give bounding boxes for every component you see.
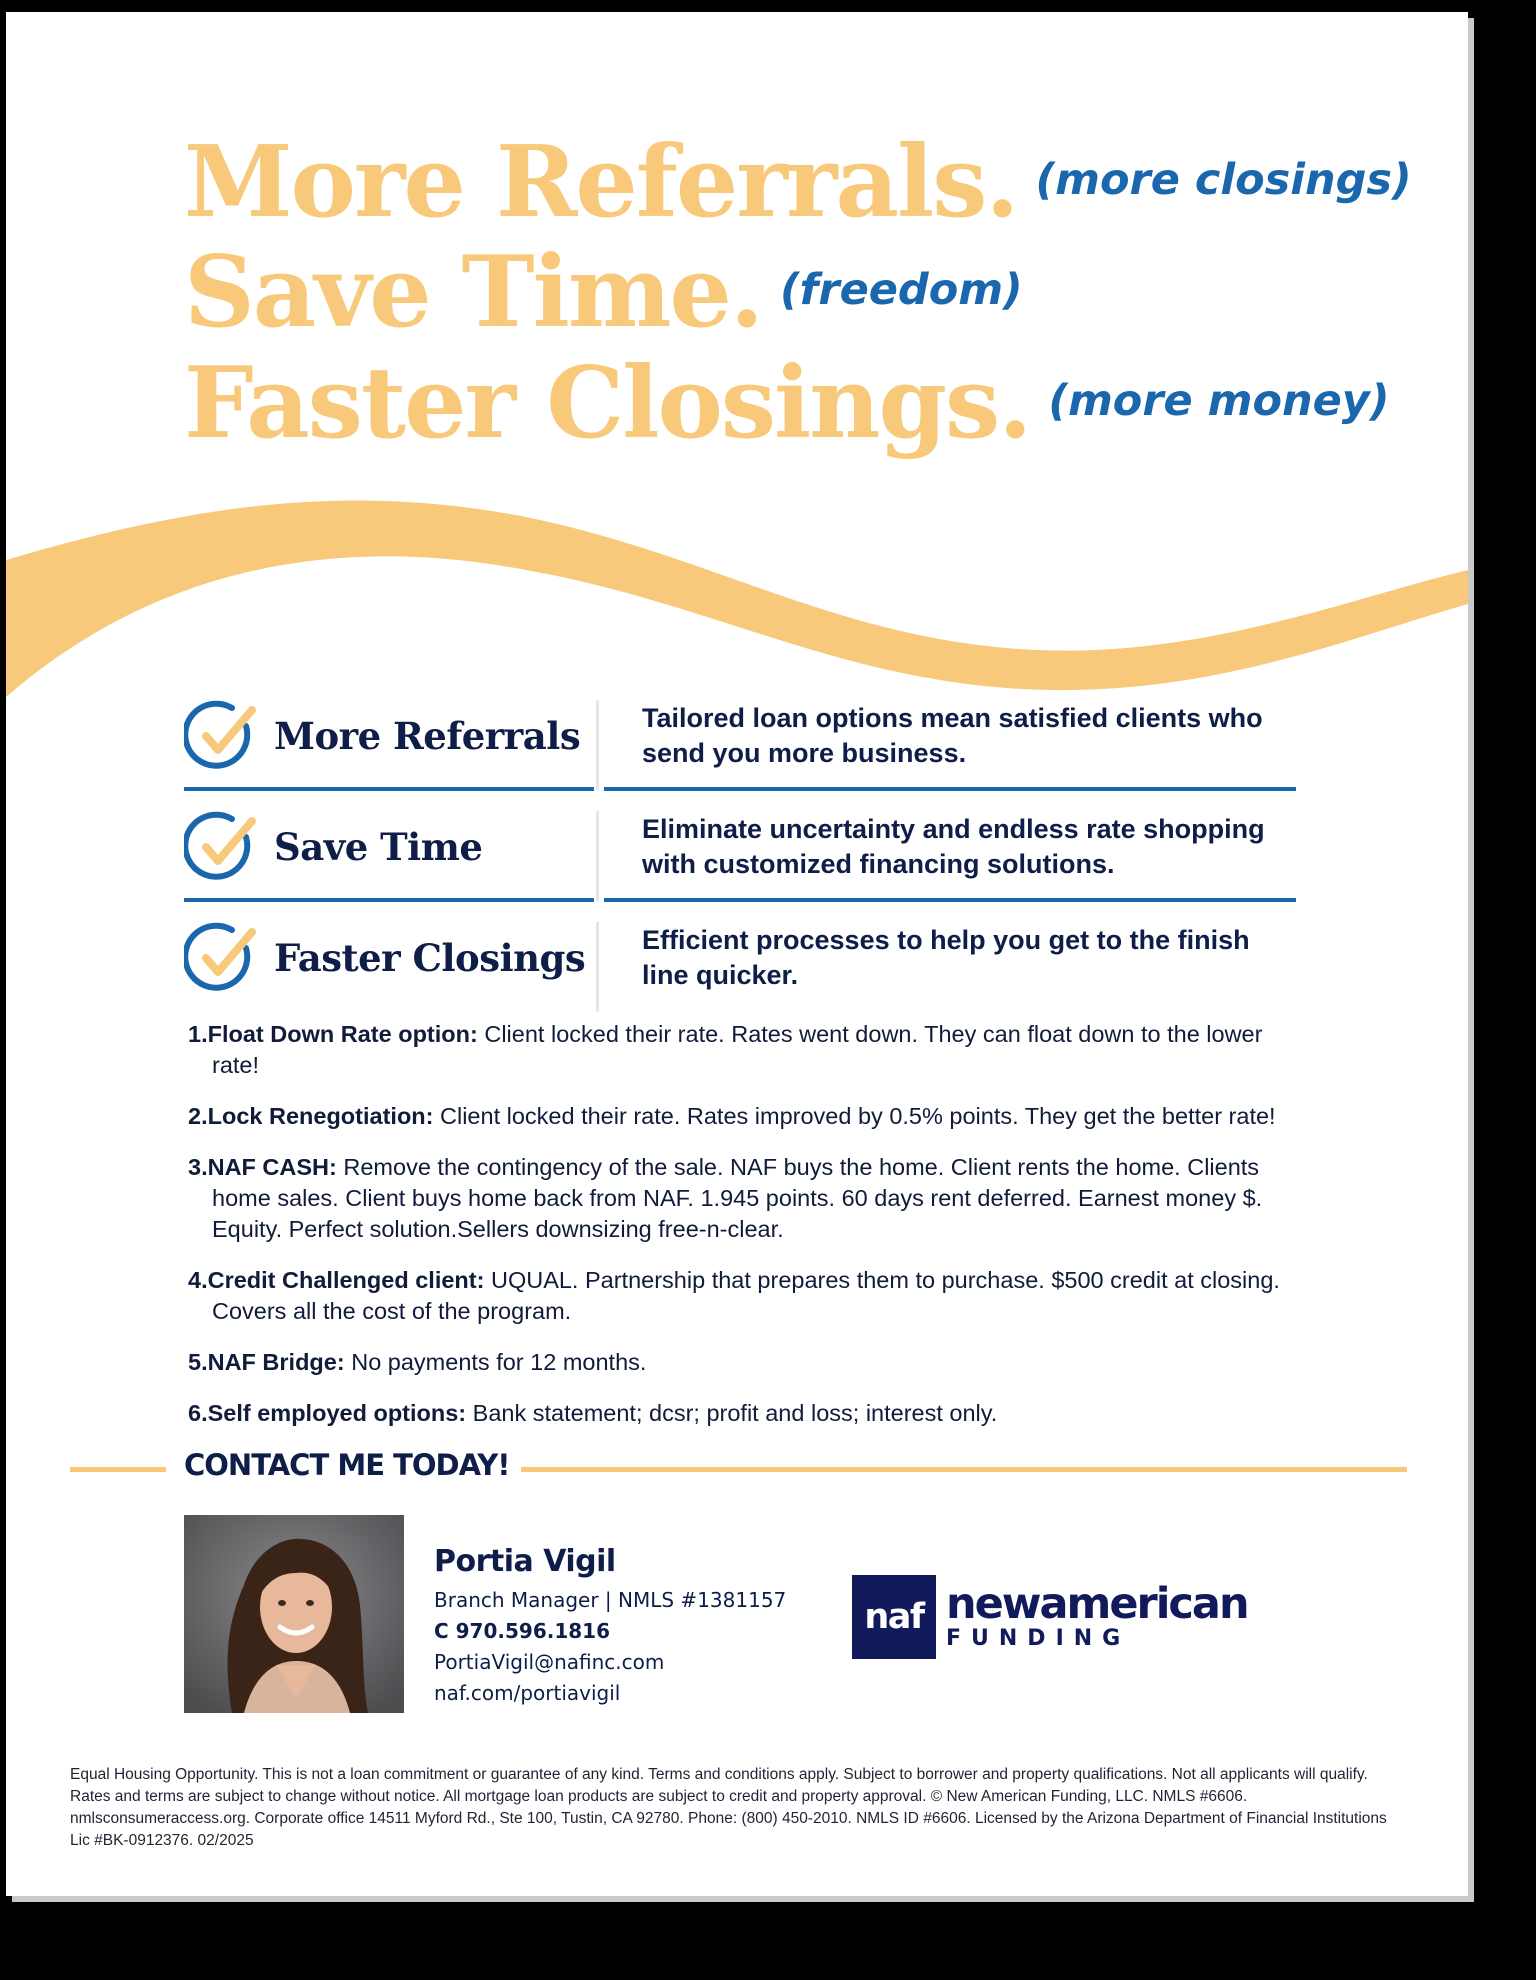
check-circle-icon bbox=[184, 698, 260, 774]
item-label: NAF Bridge: bbox=[207, 1349, 345, 1375]
company-logo bbox=[852, 1575, 1248, 1659]
contact-name: Portia Vigil bbox=[434, 1544, 616, 1579]
item-number: 5. bbox=[188, 1349, 208, 1375]
benefit-row bbox=[184, 680, 1296, 791]
benefit-title: Save Time bbox=[274, 824, 483, 869]
item-label: NAF CASH: bbox=[207, 1154, 337, 1180]
benefit-description: Efficient processes to help you get to the finish line quicker. bbox=[642, 924, 1250, 990]
contact-title: Branch Manager | NMLS #1381157 bbox=[434, 1588, 787, 1612]
headline-aside: (freedom) bbox=[780, 265, 1023, 315]
check-circle-icon bbox=[184, 809, 260, 885]
item-text: UQUAL. Partnership that prepares them to purchase. $500 credit at closing. Covers all the cost of the program. bbox=[212, 1267, 1280, 1324]
item-text: Bank statement; dcsr; profit and loss; interest only. bbox=[466, 1400, 998, 1426]
headline-main: More Referrals. bbox=[184, 125, 1018, 240]
headline-aside: (more closings) bbox=[1035, 155, 1412, 205]
item-label: Lock Renegotiation: bbox=[207, 1103, 434, 1129]
headline-aside: (more money) bbox=[1048, 376, 1390, 426]
headshot-photo bbox=[184, 1515, 404, 1713]
list-item bbox=[188, 1101, 1298, 1132]
benefit-title: More Referrals bbox=[274, 713, 581, 758]
item-number: 1. bbox=[188, 1021, 208, 1047]
item-label: Self employed options: bbox=[207, 1400, 467, 1426]
item-number: 6. bbox=[188, 1400, 208, 1426]
flyer-page bbox=[6, 12, 1468, 1896]
legal-disclaimer: Equal Housing Opportunity. This is not a loan commitment or guarantee of any kind. Terms and conditions apply. Subject to borrower and property qualifications. Not all applicants will qualify. Rates and terms are subject to change without notice. All mortgage loan products are subject to credit and property approval. © New American Funding, LLC. NMLS #6606. nmlsconsumeraccess.org. Corporate office 14511 Myford Rd., Ste 100, Tustin, CA 92780. Phone: (800) 450-2010. NMLS ID #6606. Licensed by the Arizona Department of Financial Institutions Lic #BK-0912376. 02/2025 bbox=[70, 1766, 1387, 1849]
contact-website[interactable]: naf.com/portiavigil bbox=[434, 1681, 621, 1705]
item-label: Float Down Rate option: bbox=[207, 1021, 478, 1047]
headline-faster-closings bbox=[184, 346, 1390, 461]
item-number: 2. bbox=[188, 1103, 208, 1129]
logo-wordmark: newamerican bbox=[946, 1578, 1248, 1629]
list-item bbox=[188, 1265, 1298, 1327]
item-text: No payments for 12 months. bbox=[344, 1349, 647, 1375]
benefit-title: Faster Closings bbox=[274, 935, 586, 980]
benefit-row bbox=[184, 791, 1296, 902]
programs-list bbox=[188, 1019, 1298, 1449]
logo-subtitle: FUNDING bbox=[946, 1625, 1131, 1651]
contact-heading: CONTACT ME TODAY! bbox=[184, 1448, 510, 1482]
contact-details bbox=[434, 1544, 786, 1709]
benefit-row bbox=[184, 902, 1296, 1013]
check-circle-icon bbox=[184, 920, 260, 996]
item-label: Credit Challenged client: bbox=[207, 1267, 485, 1293]
item-text: Client locked their rate. Rates improved by 0.5% points. They get the better rate! bbox=[433, 1103, 1276, 1129]
benefit-description: Eliminate uncertainty and endless rate shopping with customized financing solutions. bbox=[642, 813, 1265, 879]
list-item bbox=[188, 1398, 1298, 1429]
item-number: 3. bbox=[188, 1154, 208, 1180]
headline-main: Save Time. bbox=[184, 235, 763, 350]
list-item bbox=[188, 1019, 1298, 1081]
headline-save-time bbox=[184, 235, 1023, 350]
list-item bbox=[188, 1347, 1298, 1378]
headline-main: Faster Closings. bbox=[184, 346, 1031, 461]
divider bbox=[70, 1467, 166, 1472]
benefit-description: Tailored loan options mean satisfied clients who send you more business. bbox=[642, 702, 1263, 768]
benefits-table bbox=[184, 680, 1296, 1013]
item-text: Remove the contingency of the sale. NAF buys the home. Client rents the home. Clients home sales. Client buys home back from NAF. 1.945 points. 60 days rent deferred. Earnest money $. Equity. Perfect solution.Sellers downsizing free-n-clear. bbox=[212, 1154, 1263, 1242]
headline-more-referrals bbox=[184, 125, 1412, 240]
item-number: 4. bbox=[188, 1267, 208, 1293]
contact-phone[interactable]: C 970.596.1816 bbox=[434, 1619, 610, 1643]
logo-badge: naf bbox=[852, 1575, 936, 1659]
list-item bbox=[188, 1152, 1298, 1245]
contact-email[interactable]: PortiaVigil@nafinc.com bbox=[434, 1650, 665, 1674]
divider bbox=[521, 1467, 1407, 1472]
item-text: Client locked their rate. Rates went down. They can float down to the lower rate! bbox=[212, 1021, 1263, 1078]
